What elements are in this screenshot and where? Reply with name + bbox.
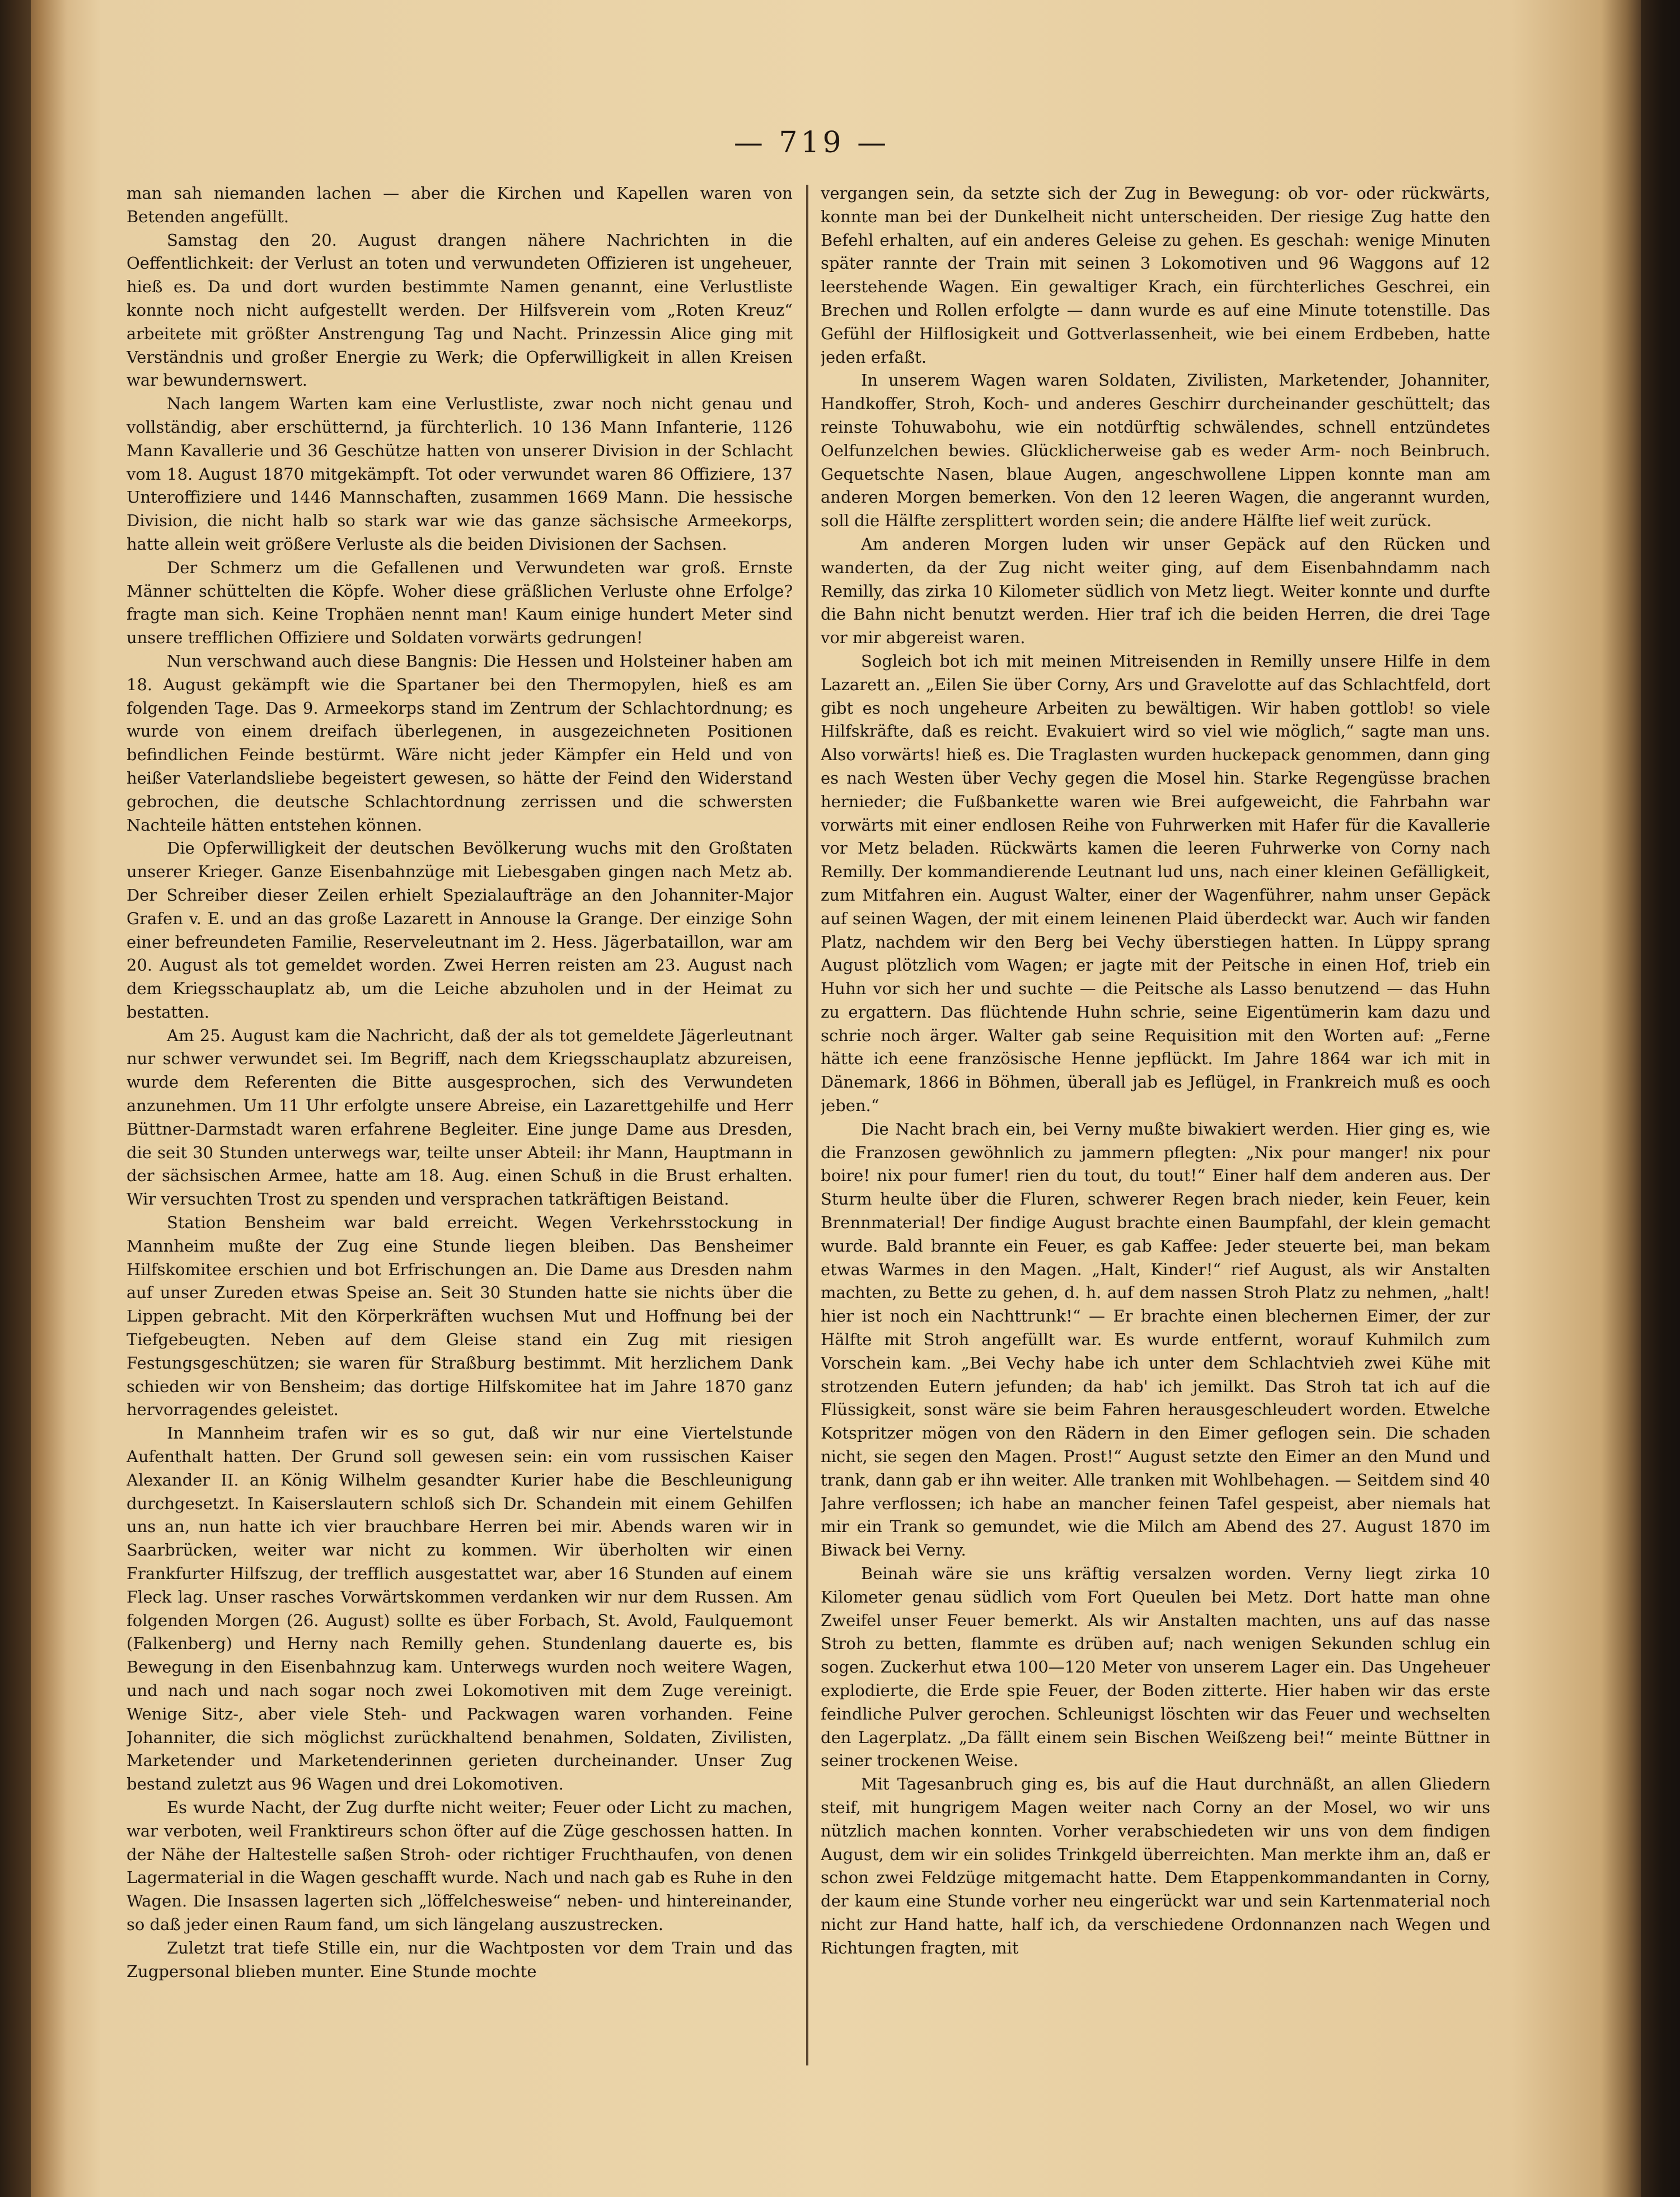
right-column: [821, 182, 1490, 2068]
paragraph: Nun verschwand auch diese Bangnis: Die Hessen und Holsteiner haben am 18. August gekämpft wie die Spartaner bei den Thermopylen, hieß es am folgenden Tage. Das 9. Armeekorps stand im Zentrum der Schlachtordnung; es wurde von einem dreifach überlegenen, in ausgezeichneten Positionen befindlichen Feinde bestürmt. Wäre nicht jeder Kämpfer ein Held und von heißer Vaterlandsliebe begeistert gewesen, so hätte der Feind den Widerstand gebrochen, die deutsche Schlachtordnung zerrissen und die schwersten Nachteile hätten entstehen können.: [127, 651, 793, 835]
page-number: — 719 —: [733, 126, 890, 160]
left-column: [127, 182, 793, 2068]
paragraph: Station Bensheim war bald erreicht. Wegen Verkehrsstockung in Mannheim mußte der Zug eine Stunde liegen bleiben. Das Bensheimer Hilfskomitee erschien und bot Erfrischungen an. Die Dame aus Dresden nahm auf unser Zureden etwas Speise an. Seit 30 Stunden hatte sie nichts über die Lippen gebracht. Mit den Körperkräften wuchsen Mut und Hoffnung bei der Tiefgebeugten. Neben auf dem Gleise stand ein Zug mit riesigen Festungsgeschützen; sie waren für Straßburg bestimmt. Mit herzlichem Dank schieden wir von Bensheim; das dortige Hilfskomitee hat im Jahre 1870 ganz hervorragendes geleistet.: [127, 1213, 793, 1420]
paragraph: Samstag den 20. August drangen nähere Nachrichten in die Oeffentlichkeit: der Verlust an toten und verwundeten Offizieren ist ungeheuer, hieß es. Da und dort wurden bestimmte Namen genannt, eine Verlustliste konnte noch nicht aufgestellt werden. Der Hilfsverein vom „Roten Kreuz“ arbeitete mit größter Anstrengung Tag und Nacht. Prinzessin Alice ging mit Verständnis und großer Energie zu Werk; die Opferwilligkeit in allen Kreisen war bewundernswert.: [127, 230, 793, 390]
column-divider: [806, 185, 808, 2065]
book-spine-shadow: [0, 0, 31, 2197]
paragraph: vergangen sein, da setzte sich der Zug in Bewegung: ob vor- oder rückwärts, konnte man bei der Dunkelheit nicht unterscheiden. Der riesige Zug hatte den Befehl erhalten, auf ein anderes Geleise zu gehen. Es geschah: wenige Minuten später rannte der Train mit seinen 3 Lokomotiven und 96 Waggons auf 12 leerstehende Wagen. Ein gewaltiger Krach, ein fürchterliches Geschrei, ein Brechen und Rollen erfolgte — dann wurde es auf eine Minute totenstille. Das Gefühl der Hilflosigkeit und Gottverlassenheit, wie bei einem Erdbeben, hatte jeden erfaßt.: [821, 184, 1490, 367]
paragraph: Es wurde Nacht, der Zug durfte nicht weiter; Feuer oder Licht zu machen, war verboten, weil Franktireurs schon öfter auf die Züge geschossen hatten. In der Nähe der Haltestelle saßen Stroh- oder richtiger Fruchthaufen, von denen Lagermaterial in die Wagen geschafft wurde. Nach und nach gab es Ruhe in den Wagen. Die Insassen lagerten sich „löffelchesweise“ neben- und hintereinander, so daß jeder einen Raum fand, um sich längelang auszustrecken.: [127, 1797, 793, 1934]
paragraph: Am 25. August kam die Nachricht, daß der als tot gemeldete Jägerleutnant nur schwer verwundet sei. Im Begriff, nach dem Kriegsschauplatz abzureisen, wurde dem Referenten die Bitte ausgesprochen, sich des Verwundeten anzunehmen. Um 11 Uhr erfolgte unsere Abreise, ein Lazarettgehilfe und Herr Büttner-Darmstadt waren erfahrene Begleiter. Eine junge Dame aus Dresden, die seit 30 Stunden unterwegs war, teilte unser Abteil: ihr Mann, Hauptmann in der sächsischen Armee, hatte am 18. Aug. einen Schuß in die Brust erhalten. Wir versuchten Trost zu spenden und versprachen tatkräftigen Beistand.: [127, 1025, 793, 1209]
paragraph: Am anderen Morgen luden wir unser Gepäck auf den Rücken und wanderten, da der Zug nicht weiter ging, auf dem Eisenbahndamm nach Remilly, das zirka 10 Kilometer südlich von Metz liegt. Weiter konnte und durfte die Bahn nicht benutzt werden. Hier traf ich die beiden Herren, die drei Tage vor mir abgereist waren.: [821, 534, 1490, 648]
paragraph: man sah niemanden lachen — aber die Kirchen und Kapellen waren von Betenden angefüllt.: [127, 184, 793, 226]
paragraph: Zuletzt trat tiefe Stille ein, nur die Wachtposten vor dem Train und das Zugpersonal blieben munter. Eine Stunde mochte: [127, 1938, 793, 1981]
paragraph: Die Nacht brach ein, bei Verny mußte biwakiert werden. Hier ging es, wie die Franzosen gewöhnlich zu jammern pflegten: „Nix pour manger! nix pour boire! nix pour fumer! rien du tout, du tout!“ Einer half dem anderen aus. Der Sturm heulte über die Fluren, schwerer Regen brach nieder, kein Feuer, kein Brennmaterial! Der findige August brachte einen Baumpfahl, der klein gemacht wurde. Bald brannte ein Feuer, es gab Kaffee: Jeder steuerte bei, man bekam etwas Warmes in den Magen. „Halt, Kinder!“ rief August, als wir Anstalten machten, zu Bette zu gehen, d. h. auf dem nassen Stroh Platz zu nehmen, „halt! hier ist noch ein Nachttrunk!“ — Er brachte einen blechernen Eimer, der zur Hälfte mit Stroh angefüllt war. Es wurde entfernt, worauf Kuhmilch zum Vorschein kam. „Bei Vechy habe ich unter dem Schlachtvieh zwei Kühe mit strotzenden Eutern jefunden; da hab' ich jemilkt. Das Stroh tat ich auf die Flüssigkeit, sonst wäre sie beim Fahren herausgeschleudert worden. Etwelche Kotspritzer mögen von den Rädern in den Eimer geflogen sein. Die schaden nicht, sie segen den Magen. Prost!“ August setzte den Eimer an den Mund und trank, dann gab er ihn weiter. Alle tranken mit Wohlbehagen. — Seitdem sind 40 Jahre verflossen; ich habe an mancher feinen Tafel gespeist, aber niemals hat mir ein Trank so gemundet, wie die Milch am Abend des 27. August 1870 im Biwack bei Verny.: [821, 1119, 1490, 1560]
paragraph: Mit Tagesanbruch ging es, bis auf die Haut durchnäßt, an allen Gliedern steif, mit hungrigem Magen weiter nach Corny an der Mosel, wo wir uns nützlich machen konnten. Vorher verabschiedeten wir uns von dem findigen August, dem wir ein solides Trinkgeld überreichten. Man merkte ihm an, daß er schon zwei Feldzüge mitgemacht hatte. Dem Etappenkommandanten in Corny, der kaum eine Stunde vorher neu eingerückt war und sein Kartenmaterial noch nicht zur Hand hatte, half ich, da verschiedene Ordonnanzen nach Wegen und Richtungen fragten, mit: [821, 1774, 1490, 1957]
book-edge-shadow: [1641, 0, 1680, 2197]
paragraph: Der Schmerz um die Gefallenen und Verwundeten war groß. Ernste Männer schüttelten die Köpfe. Woher diese gräßlichen Verluste ohne Erfolge? fragte man sich. Keine Trophäen nennt man! Kaum einige hundert Meter sind unsere trefflichen Offiziere und Soldaten vorwärts gedrungen!: [127, 558, 793, 648]
paragraph: Beinah wäre sie uns kräftig versalzen worden. Verny liegt zirka 10 Kilometer genau südlich vom Fort Queulen bei Metz. Dort hatte man ohne Zweifel unser Feuer bemerkt. Als wir Anstalten machten, uns auf das nasse Stroh zu betten, flammte es drüben auf; nach wenigen Sekunden schlug ein sogen. Zuckerhut etwa 100—120 Meter von unserem Lager ein. Das Ungeheuer explodierte, die Erde spie Feuer, der Boden zitterte. Hier haben wir das erste feindliche Pulver gerochen. Schleunigst löschten wir das Feuer und wechselten den Lagerplatz. „Da fällt einem sein Bischen Weißzeng bei!“ meinte Büttner in seiner trockenen Weise.: [821, 1564, 1490, 1770]
paragraph: Die Opferwilligkeit der deutschen Bevölkerung wuchs mit den Großtaten unserer Krieger. Ganze Eisenbahnzüge mit Liebesgaben gingen nach Metz ab. Der Schreiber dieser Zeilen erhielt Spezialaufträge an den Johanniter-Major Grafen v. E. und an das große Lazarett in Annouse la Grange. Der einzige Sohn einer befreundeten Familie, Reserveleutnant im 2. Hess. Jägerbataillon, war am 20. August als tot gemeldet worden. Zwei Herren reisten am 23. August nach dem Kriegsschauplatz ab, um die Leiche abzuholen und in der Heimat zu bestatten.: [127, 838, 793, 1022]
paragraph: Sogleich bot ich mit meinen Mitreisenden in Remilly unsere Hilfe in dem Lazarett an. „Eilen Sie über Corny, Ars und Gravelotte auf das Schlachtfeld, dort gibt es noch ungeheure Arbeiten zu bewältigen. Wir haben gottlob! so viele Hilfskräfte, daß es reicht. Evakuiert wird so viel wie möglich,“ sagte man uns. Also vorwärts! hieß es. Die Traglasten wurden huckepack genommen, dann ging es nach Westen über Vechy gegen die Mosel hin. Starke Regengüsse brachen hernieder; die Fußbankette waren wie Brei aufgeweicht, die Fahrbahn war vorwärts mit einer endlosen Reihe von Fuhrwerken mit Hafer für die Kavallerie vor Metz beladen. Rückwärts kamen die leeren Fuhrwerke von Corny nach Remilly. Der kommandierende Leutnant lud uns, nach einer kleinen Gefälligkeit, zum Mitfahren ein. August Walter, einer der Wagenführer, nahm unser Gepäck auf seinen Wagen, der mit einem leinenen Plaid überdeckt war. Auch wir fanden Platz, nachdem wir den Berg bei Vechy überstiegen hatten. In Lüppy sprang August plötzlich vom Wagen; er jagte mit der Peitsche in einen Hof, trieb ein Huhn vor sich her und suchte — die Peitsche als Lasso benutzend — das Huhn zu ergattern. Das flüchtende Huhn schrie, seine Eigentümerin kam dazu und schrie noch ärger. Walter gab seine Requisition mit den Worten auf: „Ferne hätte ich eene französische Henne jepflückt. Im Jahre 1864 war ich mit in Dänemark, 1866 in Böhmen, überall jab es Jeflügel, in Frankreich muß es ooch jeben.“: [821, 651, 1490, 1116]
paragraph: In Mannheim trafen wir es so gut, daß wir nur eine Viertelstunde Aufenthalt hatten. Der Grund soll gewesen sein: ein vom russischen Kaiser Alexander II. an König Wilhelm gesandter Kurier habe die Beschleunigung durchgesetzt. In Kaiserslautern schloß sich Dr. Schandein mit einem Gehilfen uns an, nun hatte ich vier brauchbare Herren bei mir. Abends waren wir in Saarbrücken, weiter war nicht zu kommen. Wir überholten wir einen Frankfurter Hilfszug, der trefflich ausgestattet war, aber 16 Stunden auf einem Fleck lag. Unser rasches Vorwärtskommen verdanken wir nur dem Russen. Am folgenden Morgen (26. August) sollte es über Forbach, St. Avold, Faulquemont (Falkenberg) und Herny nach Remilly gehen. Stundenlang dauerte es, bis Bewegung in den Eisenbahnzug kam. Unterwegs wurden noch weitere Wagen, und nach und nach sogar noch zwei Lokomotiven mit dem Zuge vereinigt. Wenige Sitz-, aber viele Steh- und Packwagen waren vorhanden. Feine Johanniter, die sich möglichst zurückhaltend benahmen, Soldaten, Zivilisten, Marketender und Marketenderinnen gerieten durcheinander. Unser Zug bestand zuletzt aus 96 Wagen und drei Lokomotiven.: [127, 1423, 793, 1794]
paragraph: Nach langem Warten kam eine Verlustliste, zwar noch nicht genau und vollständig, aber erschütternd, ja fürchterlich. 10 136 Mann Infanterie, 1126 Mann Kavallerie und 36 Geschütze hatten von unserer Division in der Schlacht vom 18. August 1870 mitgekämpft. Tot oder verwundet waren 86 Offiziere, 137 Unteroffiziere und 1446 Mannschaften, zusammen 1669 Mann. Die hessische Division, die nicht halb so stark war wie das ganze sächsische Armeekorps, hatte allein weit größere Verluste als die beiden Divisionen der Sachsen.: [127, 394, 793, 554]
paragraph: In unserem Wagen waren Soldaten, Zivilisten, Marketender, Johanniter, Handkoffer, Stroh, Koch- und anderes Geschirr durcheinander geschüttelt; das reinste Tohuwabohu, wie ein notdürftig schwälendes, schnell entzündetes Oelfunzelchen bewies. Glücklicherweise gab es weder Arm- noch Beinbruch. Gequetschte Nasen, blaue Augen, angeschwollene Lippen konnte man am anderen Morgen bemerken. Von den 12 leeren Wagen, die angerannt wurden, soll die Hälfte zersplittert worden sein; die andere Hälfte lief weit zurück.: [821, 371, 1490, 531]
